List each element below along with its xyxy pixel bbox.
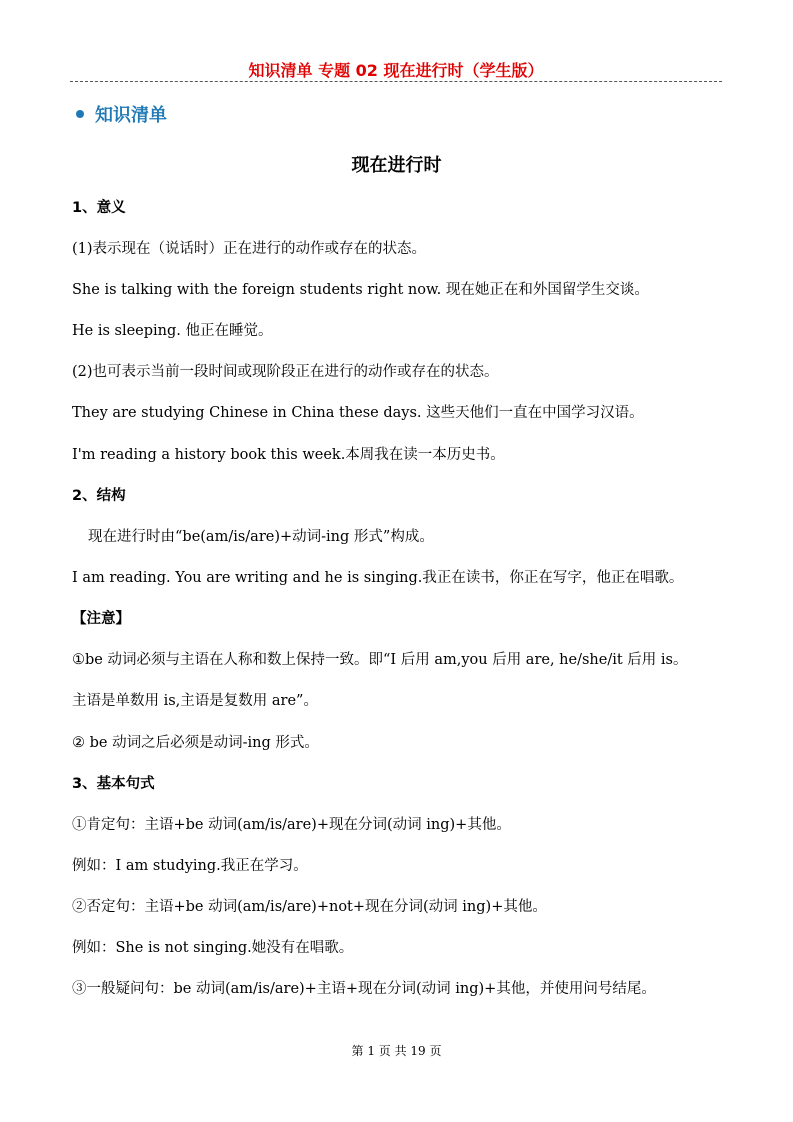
text-line: (2)也可表示当前一段时间或现阶段正在进行的动作或存在的状态。 bbox=[72, 364, 499, 380]
section-heading bbox=[76, 101, 167, 127]
note-heading: 【注意】 bbox=[72, 611, 130, 627]
text-line: (1)表示现在（说话时）正在进行的动作或存在的状态。 bbox=[72, 241, 427, 257]
page-footer: 第 1 页 共 19 页 bbox=[351, 1044, 442, 1058]
text-line: 现在进行时由“be(am/is/are)+动词-ing 形式”构成。 bbox=[88, 529, 434, 545]
example-line: I'm reading a history book this week.本周我在读一本历史书。 bbox=[72, 447, 505, 463]
heading-structure: 2、结构 bbox=[72, 488, 126, 504]
example-line: He is sleeping. 他正在睡觉。 bbox=[72, 323, 273, 339]
text-line: ② be 动词之后必须是动词-ing 形式。 bbox=[72, 735, 319, 751]
section-heading-label: 知识清单 bbox=[95, 105, 167, 126]
header-divider bbox=[70, 81, 722, 82]
page-header-title: 知识清单 专题 02 现在进行时（学生版） bbox=[248, 61, 544, 80]
text-line: ①肯定句：主语+be 动词(am/is/are)+现在分词(动词 ing)+其他。 bbox=[72, 817, 511, 833]
document-title: 现在进行时 bbox=[351, 155, 442, 176]
text-line: ②否定句：主语+be 动词(am/is/are)+not+现在分词(动词 ing)+其他。 bbox=[72, 899, 547, 915]
example-line: 例如：She is not singing.她没有在唱歌。 bbox=[72, 940, 354, 956]
bullet-icon bbox=[76, 110, 84, 118]
heading-sentence-patterns: 3、基本句式 bbox=[72, 776, 155, 792]
example-line: She is talking with the foreign students right now. 现在她正在和外国留学生交谈。 bbox=[72, 282, 649, 298]
text-line: 主语是单数用 is,主语是复数用 are”。 bbox=[72, 693, 318, 709]
example-line: They are studying Chinese in China these days. 这些天他们一直在中国学习汉语。 bbox=[72, 405, 644, 421]
heading-meaning: 1、意义 bbox=[72, 200, 126, 216]
text-line: ①be 动词必须与主语在人称和数上保持一致。即“I 后用 am,you 后用 are, he/she/it 后用 is。 bbox=[72, 652, 688, 668]
text-line: ③一般疑问句：be 动词(am/is/are)+主语+现在分词(动词 ing)+其他，并使用问号结尾。 bbox=[72, 981, 656, 997]
example-line: 例如：I am studying.我正在学习。 bbox=[72, 858, 308, 874]
example-line: I am reading. You are writing and he is singing.我正在读书，你正在写字，他正在唱歌。 bbox=[72, 570, 684, 586]
